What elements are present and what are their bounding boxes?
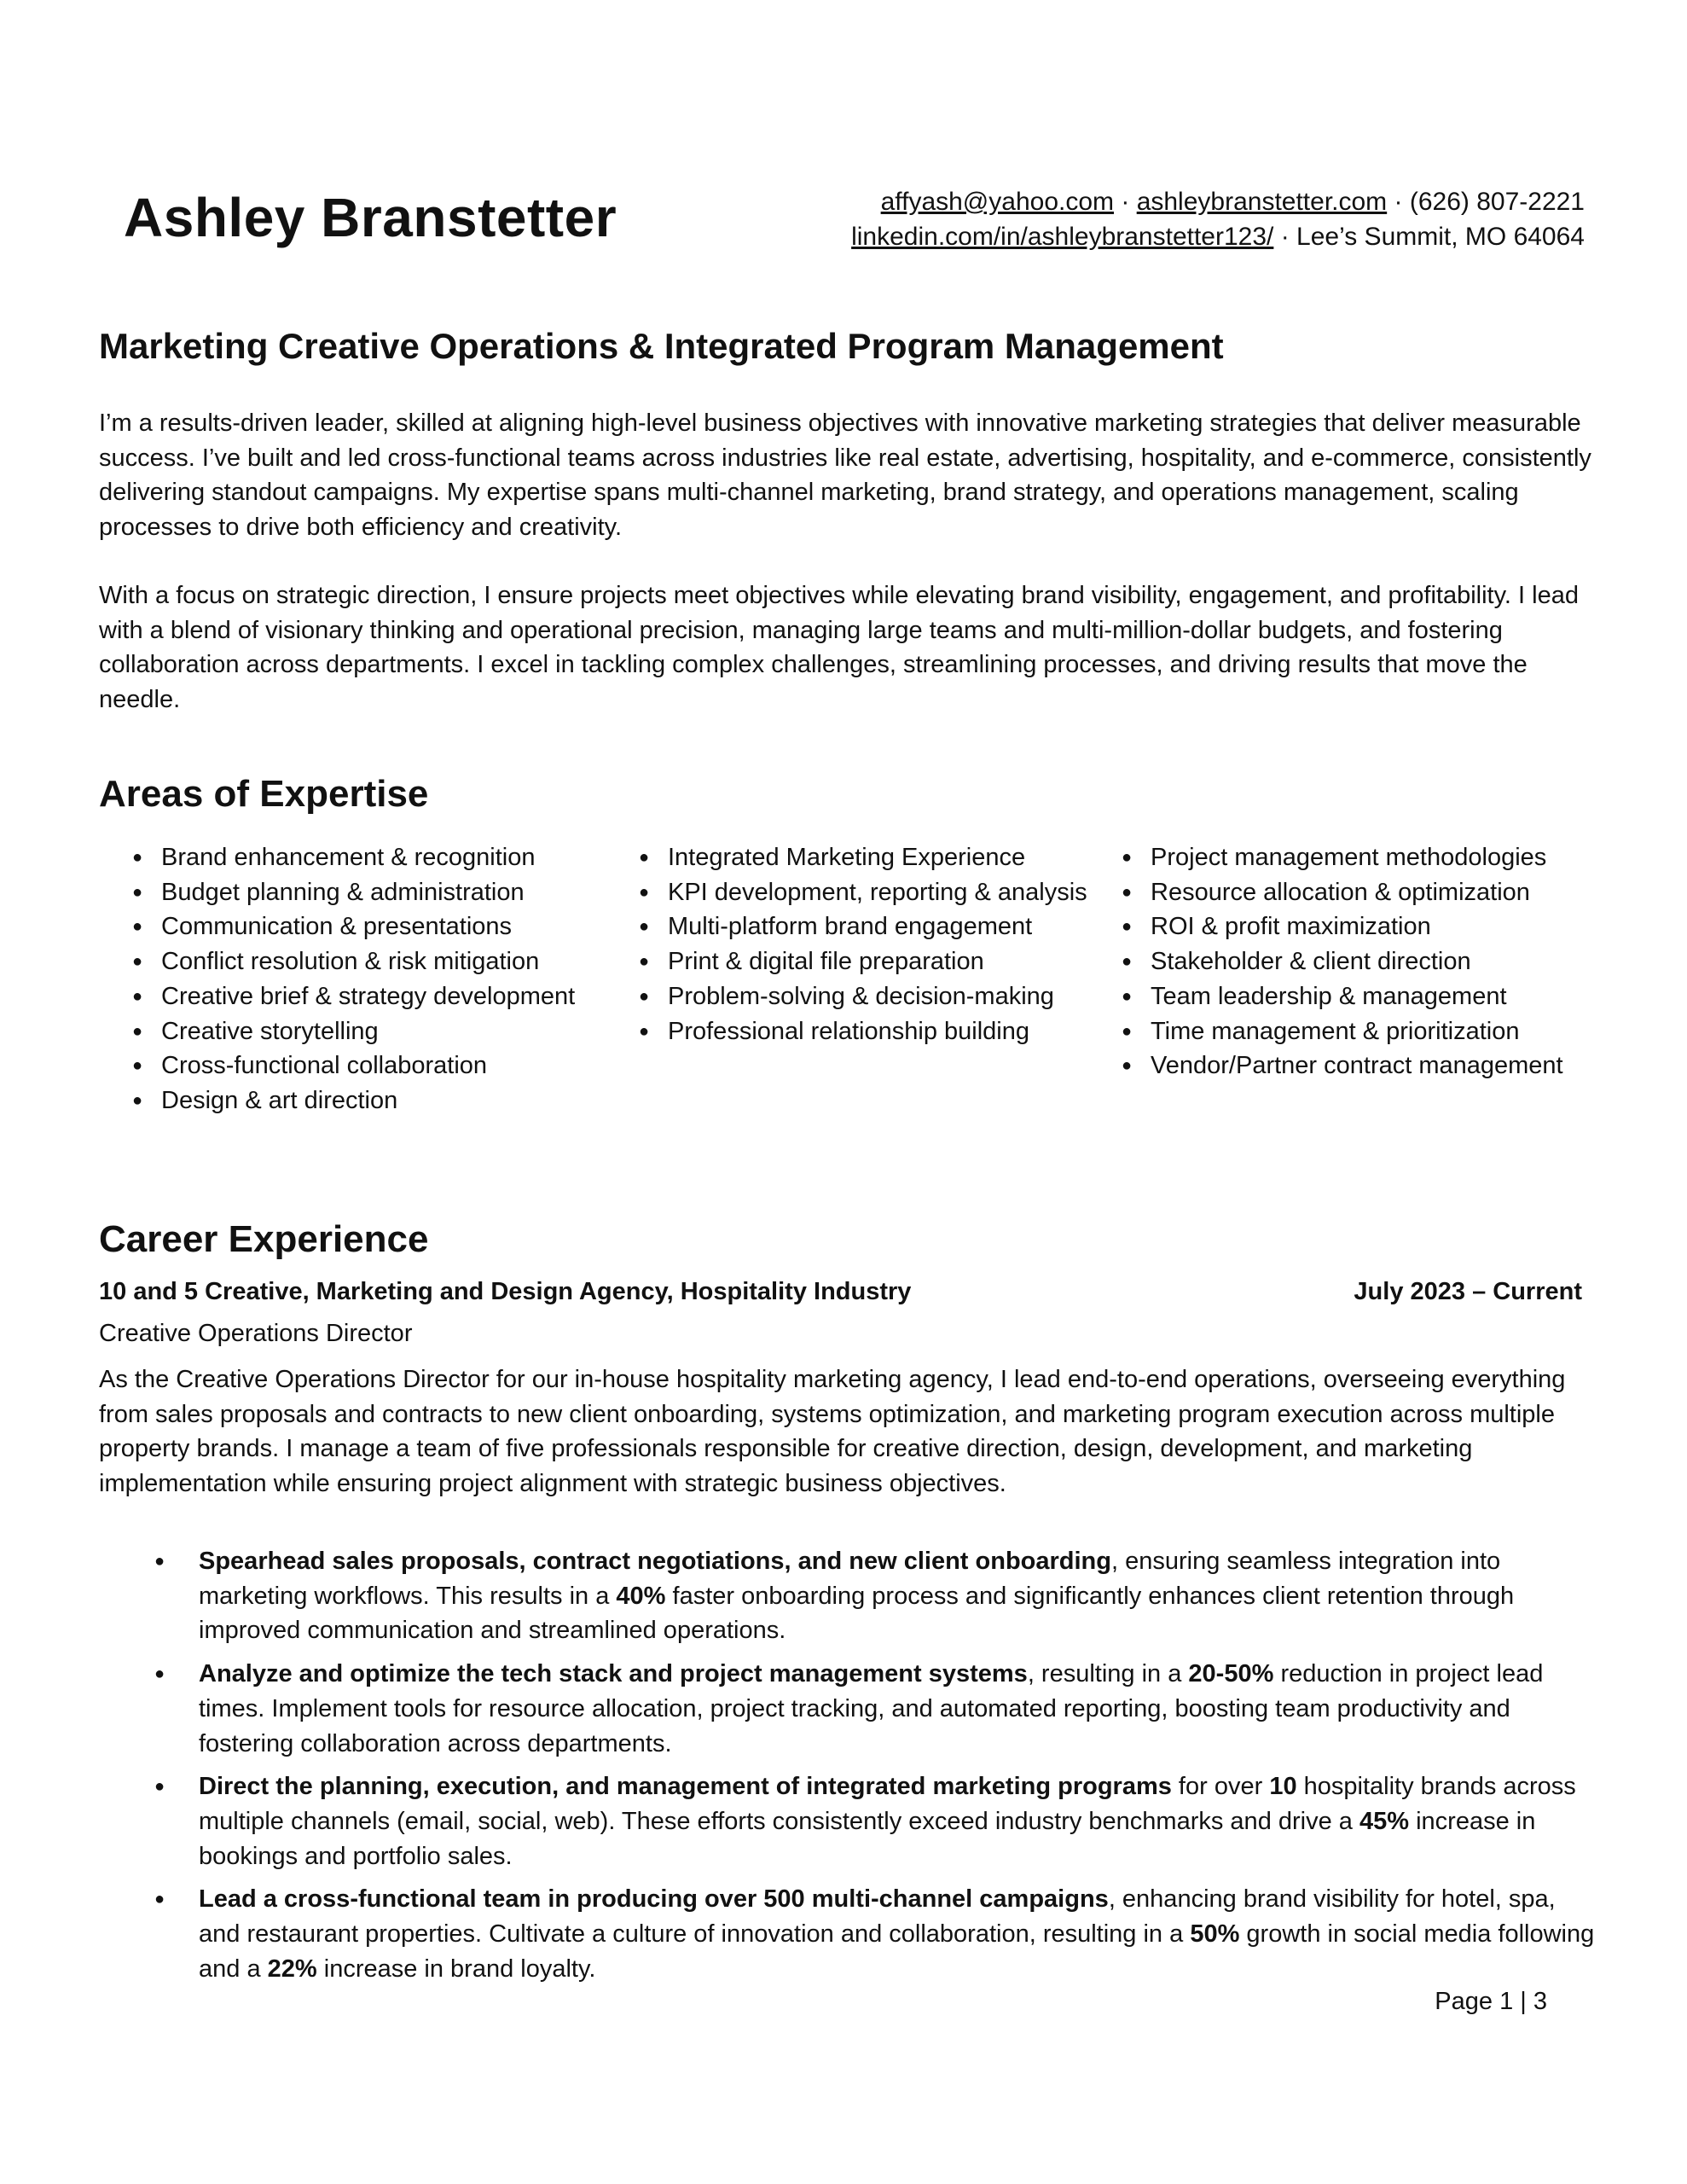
candidate-name: Ashley Branstetter <box>124 187 617 248</box>
bullet-text: , enhancing brand visibility for hotel, spa, and restaurant properties. Cultivate a culture of innovation and collaboration, resulting in a <box>199 1885 1556 1949</box>
bullet-highlight: 20-50% <box>1188 1660 1274 1688</box>
job-bullet <box>199 1544 1597 1648</box>
bullet-text: , resulting in a <box>1027 1660 1189 1688</box>
expertise-item: ● Budget planning & administration <box>161 875 622 910</box>
bullet-text: faster onboarding process and significantly enhances client retention through improved communication and streamlined operations. <box>199 1582 1515 1645</box>
job-bullet <box>199 1769 1597 1873</box>
bullet-text: for over <box>1171 1773 1270 1801</box>
linkedin-link[interactable]: linkedin.com/in/ashleybranstetter123/ <box>851 223 1274 251</box>
bullet-highlight: Spearhead sales proposals, contract negotiations, and new client onboarding <box>199 1548 1111 1575</box>
bullet-text: reduction in project lead times. Implement tools for resource allocation, project tracking, and automated reporting, boosting team productivity and fostering collaboration across departments. <box>199 1660 1544 1757</box>
expertise-item: ● Team leadership & management <box>1151 979 1594 1014</box>
summary-paragraph: With a focus on strategic direction, I ensure projects meet objectives while elevating brand visibility, engagement, and profitability. I lead with a blend of visionary thinking and operational precision, managing large teams and multi-million-dollar budgets, and fostering collaboration across departments. I excel in tackling complex challenges, streamlining processes, and driving results that move the needle. <box>99 582 1579 714</box>
expertise-item: ● Design & art direction <box>161 1083 622 1118</box>
bullet-highlight: 45% <box>1359 1807 1410 1835</box>
separator: · <box>1273 223 1297 251</box>
job-company: 10 and 5 Creative, Marketing and Design Agency, Hospitality Industry <box>99 1278 912 1305</box>
expertise-item: ● Stakeholder & client direction <box>1151 944 1594 979</box>
phone: (626) 807-2221 <box>1409 188 1585 216</box>
expertise-item: ● Print & digital file preparation <box>668 944 1111 979</box>
email-link[interactable]: affyash@yahoo.com <box>880 188 1115 216</box>
bullet-text: growth in social media following and a <box>199 1920 1595 1983</box>
expertise-item: ● Cross-functional collaboration <box>161 1048 622 1083</box>
summary-paragraph: I’m a results-driven leader, skilled at aligning high-level business objectives with innovative marketing strategies that deliver measurable success. I’ve built and led cross-functional teams across industries like real estate, advertising, hospitality, and e-commerce, consistently delivering standout campaigns. My expertise spans multi-channel marketing, brand strategy, and operations management, scaling processes to drive both efficiency and creativity. <box>99 410 1591 542</box>
job-bullets <box>199 1544 1597 1995</box>
expertise-item: ● Creative storytelling <box>161 1014 622 1049</box>
job-bullet <box>199 1882 1597 1986</box>
bullet-highlight: Lead a cross-functional team in producing over 500 multi-channel campaigns <box>199 1885 1109 1914</box>
job-header <box>99 1278 1582 1306</box>
page-number: Page 1 | 3 <box>1435 1988 1547 2015</box>
bullet-text: increase in brand loyalty. <box>316 1955 596 1983</box>
expertise-item: ● KPI development, reporting & analysis <box>668 875 1111 910</box>
expertise-column <box>161 840 622 1118</box>
expertise-item: ● Project management methodologies <box>1151 840 1594 875</box>
separator: · <box>1387 188 1410 216</box>
expertise-item: ● Problem-solving & decision-making <box>668 979 1111 1014</box>
career-heading: Career Experience <box>99 1218 429 1260</box>
expertise-item: ● Conflict resolution & risk mitigation <box>161 944 622 979</box>
expertise-item: ● Time management & prioritization <box>1151 1014 1594 1049</box>
professional-title: Marketing Creative Operations & Integrated Program Management <box>99 326 1224 366</box>
bullet-text: increase in bookings and portfolio sales. <box>199 1807 1536 1870</box>
expertise-item: ● Brand enhancement & recognition <box>161 840 622 875</box>
separator: · <box>1114 188 1137 216</box>
contact-info <box>851 184 1585 254</box>
expertise-item: ● Communication & presentations <box>161 909 622 944</box>
expertise-item: ● Resource allocation & optimization <box>1151 875 1594 910</box>
expertise-item: ● Professional relationship building <box>668 1014 1111 1049</box>
bullet-highlight: 10 <box>1269 1773 1297 1801</box>
job-role: Creative Operations Director <box>99 1320 413 1347</box>
website-link[interactable]: ashleybranstetter.com <box>1136 188 1388 216</box>
job-dates: July 2023 – Current <box>1354 1278 1582 1305</box>
job-description: As the Creative Operations Director for our in-house hospitality marketing agency, I lead end-to-end operations, overseeing everything from sales proposals and contracts to new client onboarding, systems optimization, and marketing program execution across multiple property brands. I manage a team of five professionals responsible for creative direction, design, development, and marketing implementation while ensuring project alignment with strategic business objectives. <box>99 1366 1566 1498</box>
expertise-item: ● Vendor/Partner contract management <box>1151 1048 1594 1083</box>
expertise-heading: Areas of Expertise <box>99 773 429 815</box>
bullet-highlight: Direct the planning, execution, and management of integrated marketing programs <box>199 1773 1172 1801</box>
bullet-highlight: 22% <box>267 1955 317 1983</box>
expertise-item: ● Integrated Marketing Experience <box>668 840 1111 875</box>
bullet-highlight: 50% <box>1190 1920 1240 1949</box>
expertise-item: ● Multi-platform brand engagement <box>668 909 1111 944</box>
expertise-item: ● ROI & profit maximization <box>1151 909 1594 944</box>
bullet-text: hospitality brands across multiple channels (email, social, web). These efforts consistently exceed industry benchmarks and drive a <box>199 1773 1576 1835</box>
bullet-text: , ensuring seamless integration into marketing workflows. This results in a <box>199 1548 1501 1610</box>
bullet-highlight: Analyze and optimize the tech stack and project management systems <box>199 1660 1028 1688</box>
expertise-column <box>1151 840 1594 1083</box>
expertise-column <box>668 840 1111 1048</box>
expertise-item: ● Creative brief & strategy development <box>161 979 622 1014</box>
job-bullet <box>199 1657 1597 1761</box>
location: Lee’s Summit, MO 64064 <box>1296 223 1585 251</box>
bullet-highlight: 40% <box>616 1582 666 1610</box>
